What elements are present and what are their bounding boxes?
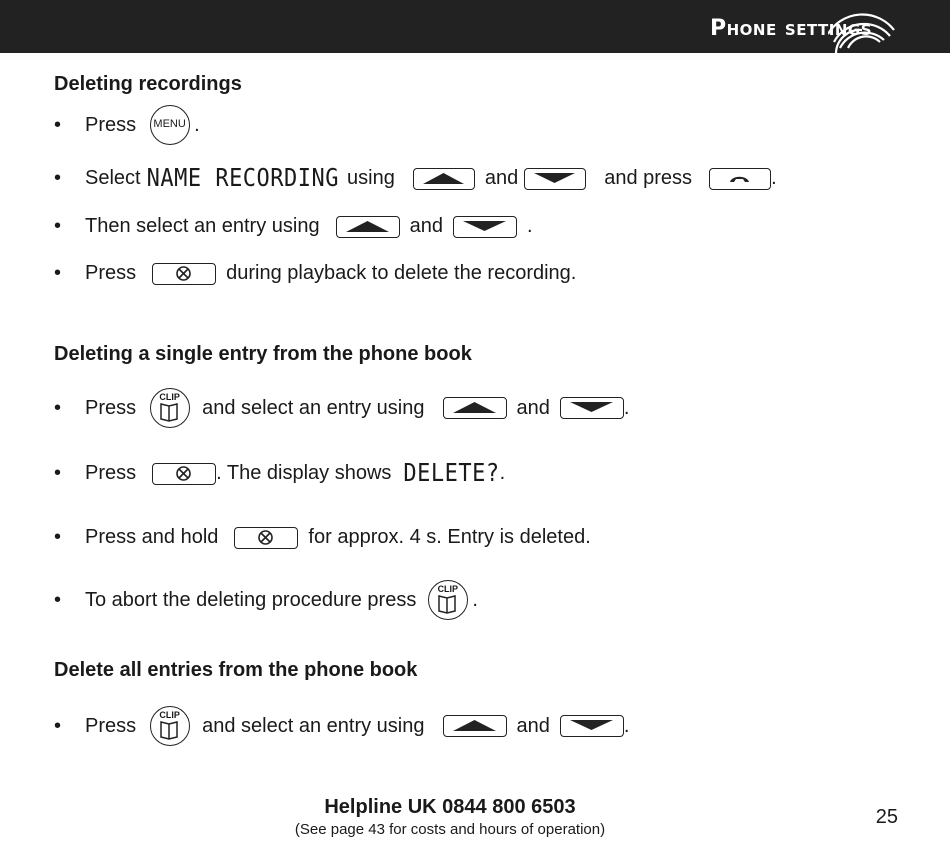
list-item: • Press CLIP and select an entry using and . [54,706,629,746]
lcd-text: NAME RECORDING [146,164,340,193]
clip-phonebook-key-icon: CLIP [150,388,190,428]
down-arrow-key-icon [453,216,517,238]
down-arrow-key-icon [560,715,624,737]
list-item: • To abort the deleting procedure press CLIP . [54,580,478,620]
delete-key-icon [152,263,216,285]
menu-key-icon: MENU [150,105,190,145]
up-arrow-key-icon [443,715,507,737]
up-arrow-key-icon [443,397,507,419]
helpline-note: (See page 43 for costs and hours of operation) [294,821,606,838]
list-item: • Then select an entry using and . [54,215,533,237]
clip-phonebook-key-icon: CLIP [428,580,468,620]
section-title-delete-single: Deleting a single entry from the phone book [54,343,472,365]
list-item: • Press and hold for approx. 4 s. Entry is deleted. [54,526,591,548]
sound-waves-icon [828,0,898,53]
up-arrow-key-icon [336,216,400,238]
section-title-delete-all: Delete all entries from the phone book [54,659,418,681]
section-title-deleting-recordings: Deleting recordings [54,73,242,95]
header-title: Phone settings [710,16,872,41]
down-arrow-key-icon [524,168,586,190]
list-item: • Press during playback to delete the recording. [54,262,577,284]
delete-key-icon [234,527,298,549]
clip-phonebook-key-icon: CLIP [150,706,190,746]
page-header [0,0,950,53]
call-key-icon [709,168,771,190]
helpline: Helpline UK 0844 800 6503 [324,796,576,818]
up-arrow-key-icon [413,168,475,190]
list-item: • Press . The display shows DELETE? . [54,459,506,488]
page-number: 25 [875,806,898,828]
list-item: • Press MENU . [54,105,200,145]
down-arrow-key-icon [560,397,624,419]
list-item: • Select NAME RECORDING using and and press . [54,164,777,193]
delete-key-icon [152,463,216,485]
list-item: • Press CLIP and select an entry using and . [54,388,629,428]
lcd-text: DELETE? [403,459,500,488]
